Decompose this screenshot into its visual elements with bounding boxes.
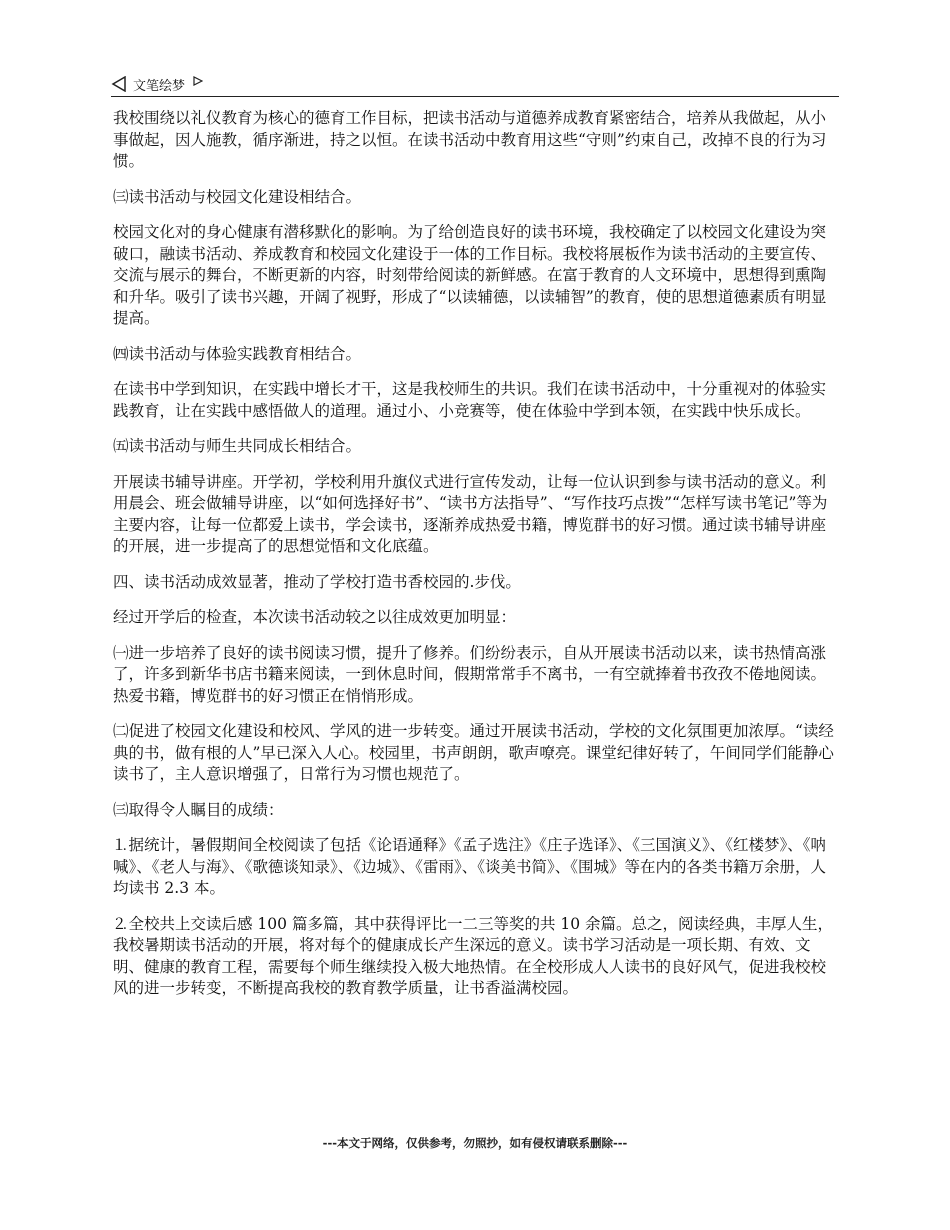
section-heading: ㈢取得令人瞩目的成绩： xyxy=(113,800,284,819)
section-heading: 四、读书活动成效显著，推动了学校打造书香校园的.步伐。 xyxy=(113,572,521,591)
paragraph: 经过开学后的检查，本次读书活动较之以往成效更加明显： xyxy=(113,608,517,626)
section-heading: ㈢读书活动与校园文化建设相结合。 xyxy=(113,187,362,206)
triangle-left-icon xyxy=(111,76,127,92)
section-heading: ㈣读书活动与体验实践教育相结合。 xyxy=(113,344,362,363)
paragraph: ⒉全校共上交读后感 100 篇多篇，其中获得评比一二三等奖的共 10 余篇。总之，阅读经典，丰厚人生，我校暑期读书活动的开展，将对每个的健康成长产生深远的意义。读书学习活动是一项长期、有效、文明、健康的教育工程，需要每个师生继续投入极大地热情。在全校形成人人读书的良好风气，促进我校校风的进一步转变，不断提高我校的教育教学质量，让书香溢满校园。 xyxy=(113,914,834,997)
paragraph: 我校围绕以礼仪教育为核心的德育工作目标，把读书活动与道德养成教育紧密结合，培养从我做起，从小事做起，因人施教，循序渐进，持之以恒。在读书活动中教育用这些“守则”约束自己，改掉不良的行为习惯。 xyxy=(113,109,827,170)
triangle-right-icon xyxy=(193,76,203,86)
paragraph: 开展读书辅导讲座。开学初，学校利用升旗仪式进行宣传发动，让每一位认识到参与读书活动的意义。利用晨会、班会做辅导讲座，以“如何选择好书”、“读书方法指导”、“写作技巧点拨”“怎样写读书笔记”等为主要内容，让每一位都爱上读书，学会读书，逐渐养成热爱书籍，博览群书的好习惯。通过读书辅导讲座的开展，进一步提高了的思想觉悟和文化底蕴。 xyxy=(113,472,828,555)
paragraph: ⒈据统计，暑假期间全校阅读了包括《论语通释》《孟子选注》《庄子选译》、《三国演义》、《红楼梦》、《呐喊》、《老人与海》、《歌德谈知录》、《边城》、《雷雨》、《谈美书简》、《围城》等在内的各类书籍万余册，人均读书 2.3 本。 xyxy=(113,836,827,897)
section-heading: ㈤读书活动与师生共同成长相结合。 xyxy=(113,437,362,455)
header-title: 文笔绘梦 xyxy=(133,78,186,94)
paragraph: ㈡促进了校园文化建设和校风、学风的进一步转变。通过开展读书活动，学校的文化氛围更加浓厚。“读经典的书，做有根的人”早已深入人心。校园里，书声朗朗，歌声嘹亮。课堂纪律好转了，午间同学们能静心读书了，主人意识增强了，日常行为习惯也规范了。 xyxy=(113,722,834,783)
page-footer: ---本文于网络，仅供参考，勿照抄，如有侵权请联系删除--- xyxy=(322,1136,628,1150)
paragraph: ㈠进一步培养了良好的读书阅读习惯，提升了修养。们纷纷表示，自从开展读书活动以来，读书热情高涨了，许多到新华书店书籍来阅读，一到休息时间，假期常常手不离书，一有空就捧着书孜孜不倦地阅读。热爱书籍，博览群书的好习惯正在悄悄形成。 xyxy=(113,643,827,705)
paragraph: 在读书中学到知识，在实践中增长才干，这是我校师生的共识。我们在读书活动中，十分重视对的体验实践教育，让在实践中感悟做人的道理。通过小、小竞赛等，使在体验中学到本领，在实践中快乐成长。 xyxy=(113,380,827,420)
paragraph: 校园文化对的身心健康有潜移默化的影响。为了给创造良好的读书环境，我校确定了以校园文化建设为突破口，融读书活动、养成教育和校园文化建设于一体的工作目标。我校将展板作为读书活动的主要宣传、交流与展示的舞台，不断更新的内容，时刻带给阅读的新鲜感。在富于教育的人文环境中，思想得到熏陶和升华。吸引了读书兴趣，开阔了视野，形成了“以读辅德，以读辅智”的教育，使的思想道德素质有明显提高。 xyxy=(113,223,827,327)
page-header xyxy=(111,72,839,97)
document-body xyxy=(113,108,841,1014)
